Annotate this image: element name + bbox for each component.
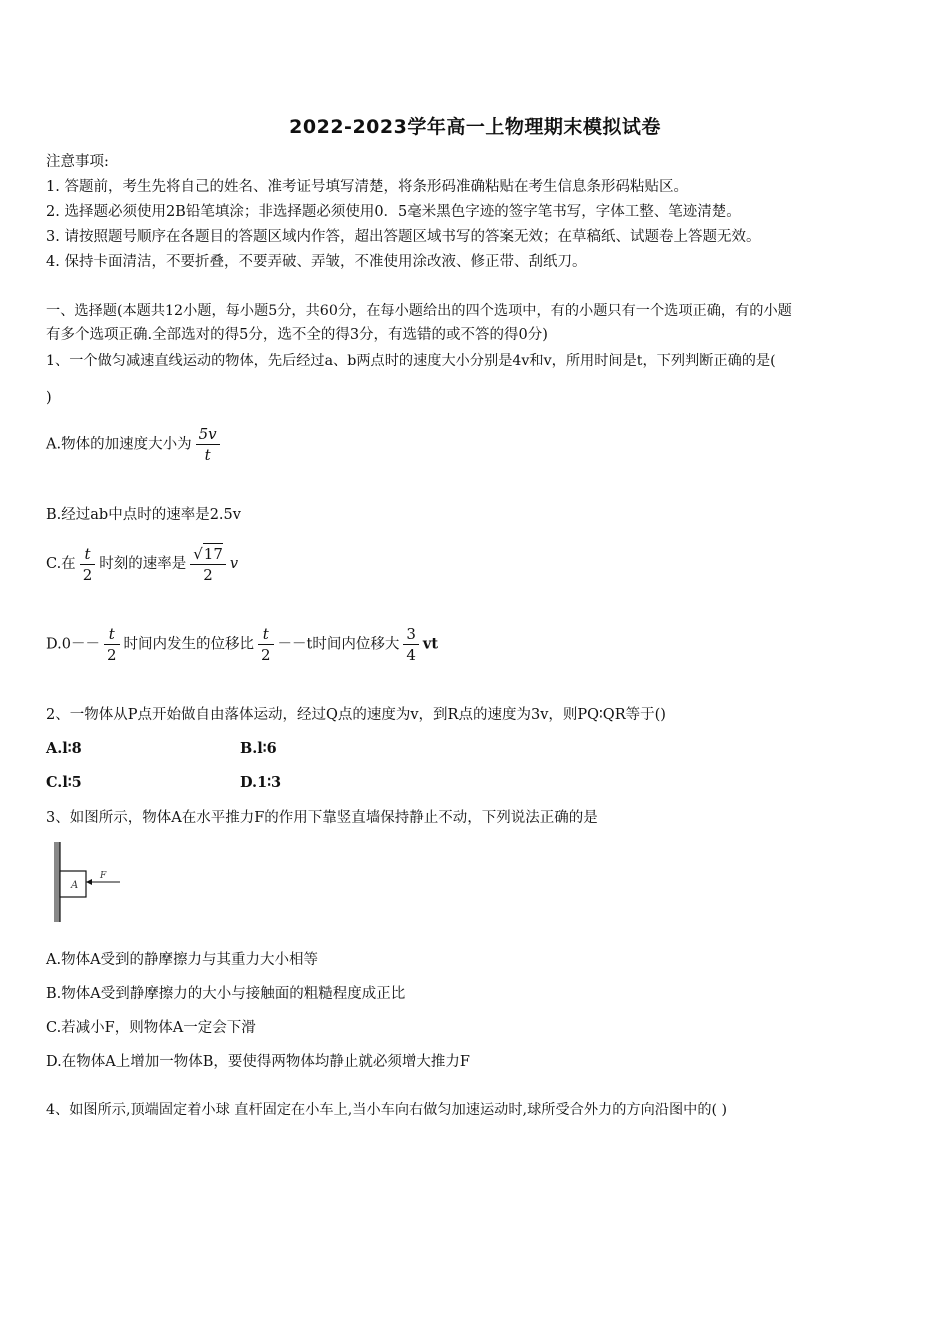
q1-option-d bbox=[46, 624, 438, 665]
q1-option-a bbox=[46, 424, 224, 465]
q1-option-b: B.经过ab中点时的速率是2.5v bbox=[46, 507, 241, 523]
q3-option-a: A.物体A受到的静摩擦力与其重力大小相等 bbox=[46, 952, 319, 968]
fraction-denominator: 2 bbox=[106, 646, 117, 664]
force-label: F bbox=[100, 871, 107, 881]
fraction-denominator: 2 bbox=[82, 565, 93, 584]
fraction-denominator: 4 bbox=[406, 646, 416, 664]
section-1-instruction-line2: 有多个选项正确.全部选对的得5分，选不全的得3分，有选错的或不答的得0分) bbox=[46, 327, 548, 343]
notice-heading: 注意事项: bbox=[46, 154, 109, 170]
wall-block-force-diagram bbox=[50, 838, 130, 928]
fraction-sqrt17-over-2 bbox=[190, 543, 226, 585]
fraction-numerator: 5v bbox=[196, 424, 220, 445]
q3-option-d: D.在物体A上增加一物体B，要使得两物体均静止就必须增大推力F bbox=[46, 1054, 470, 1070]
q1-stem: 1、一个做匀减速直线运动的物体，先后经过a、b两点时的速度大小分别是4v和v，所用时间是t，下列判断正确的是( bbox=[46, 353, 776, 369]
q2-option-c: C.l∶5 bbox=[46, 774, 82, 791]
fraction-denominator: t bbox=[204, 446, 211, 464]
fraction-numerator: t bbox=[258, 624, 274, 645]
q2-option-b: B.l∶6 bbox=[240, 740, 277, 757]
notice-item-3: 3. 请按照题号顺序在各题目的答题区域内作答，超出答题区域书写的答案无效；在草稿纸、试题卷上答题无效。 bbox=[46, 229, 761, 245]
fraction-numerator: t bbox=[104, 624, 120, 645]
sqrt-radicand: 17 bbox=[203, 545, 223, 563]
q1-option-d-middle-1: 时间内发生的位移比 bbox=[123, 636, 254, 653]
q1-option-d-unit: vt bbox=[422, 635, 439, 653]
wall-hatch bbox=[54, 842, 60, 922]
fraction-t-over-2 bbox=[104, 624, 120, 665]
q1-option-c bbox=[46, 543, 238, 585]
q1-option-a-text: A.物体的加速度大小为 bbox=[46, 436, 192, 453]
notice-item-2: 2. 选择题必须使用2B铅笔填涂；非选择题必须使用0．5毫米黑色字迹的签字笔书写，字体工整、笔迹清楚。 bbox=[46, 204, 741, 220]
force-arrowhead bbox=[86, 879, 92, 885]
q4-stem: 4、如图所示,顶端固定着小球 直杆固定在小车上,当小车向右做匀加速运动时,球所受合外力的方向沿图中的( ) bbox=[46, 1102, 728, 1118]
q3-option-c: C.若减小F，则物体A一定会下滑 bbox=[46, 1020, 256, 1036]
fraction-denominator: 2 bbox=[203, 566, 213, 584]
fraction-t-over-2 bbox=[258, 624, 274, 665]
fraction-t-over-2 bbox=[80, 544, 96, 585]
fraction-numerator: 3 bbox=[403, 624, 419, 645]
q1-option-c-unit: v bbox=[229, 556, 239, 572]
q1-stem-close: ) bbox=[46, 390, 52, 406]
q1-option-c-prefix: C.在 bbox=[46, 556, 76, 572]
q1-option-d-prefix: D.0－－ bbox=[46, 636, 100, 653]
q1-option-d-middle-2: －－t时间内位移大 bbox=[277, 636, 400, 653]
q2-option-d: D.1∶3 bbox=[240, 774, 282, 791]
q3-stem: 3、如图所示，物体A在水平推力F的作用下靠竖直墙保持静止不动，下列说法正确的是 bbox=[46, 810, 598, 826]
q2-stem: 2、一物体从P点开始做自由落体运动，经过Q点的速度为v，到R点的速度为3v，则PQ∶QR等于() bbox=[46, 707, 666, 723]
fraction-denominator: 2 bbox=[261, 646, 271, 664]
fraction-numerator: t bbox=[80, 544, 96, 565]
fraction-numerator: √17 bbox=[190, 543, 226, 565]
q3-option-b: B.物体A受到静摩擦力的大小与接触面的粗糙程度成正比 bbox=[46, 986, 406, 1002]
q2-option-a: A.l∶8 bbox=[46, 740, 82, 757]
notice-item-4: 4. 保持卡面清洁，不要折叠，不要弄破、弄皱，不准使用涂改液、修正带、刮纸刀。 bbox=[46, 254, 587, 270]
page-title: 2022-2023学年高一上物理期末模拟试卷 bbox=[289, 116, 661, 138]
section-1-instruction-line1: 一、选择题(本题共12小题，每小题5分，共60分，在每小题给出的四个选项中，有的小题只有一个选项正确，有的小题 bbox=[46, 303, 792, 319]
fraction-3-over-4 bbox=[403, 624, 419, 665]
fraction-5v-over-t bbox=[196, 424, 220, 465]
q1-option-c-middle: 时刻的速率是 bbox=[99, 556, 187, 572]
block-a-label: A bbox=[71, 880, 79, 891]
notice-item-1: 1. 答题前，考生先将自己的姓名、准考证号填写清楚，将条形码准确粘贴在考生信息条形码粘贴区。 bbox=[46, 179, 688, 195]
